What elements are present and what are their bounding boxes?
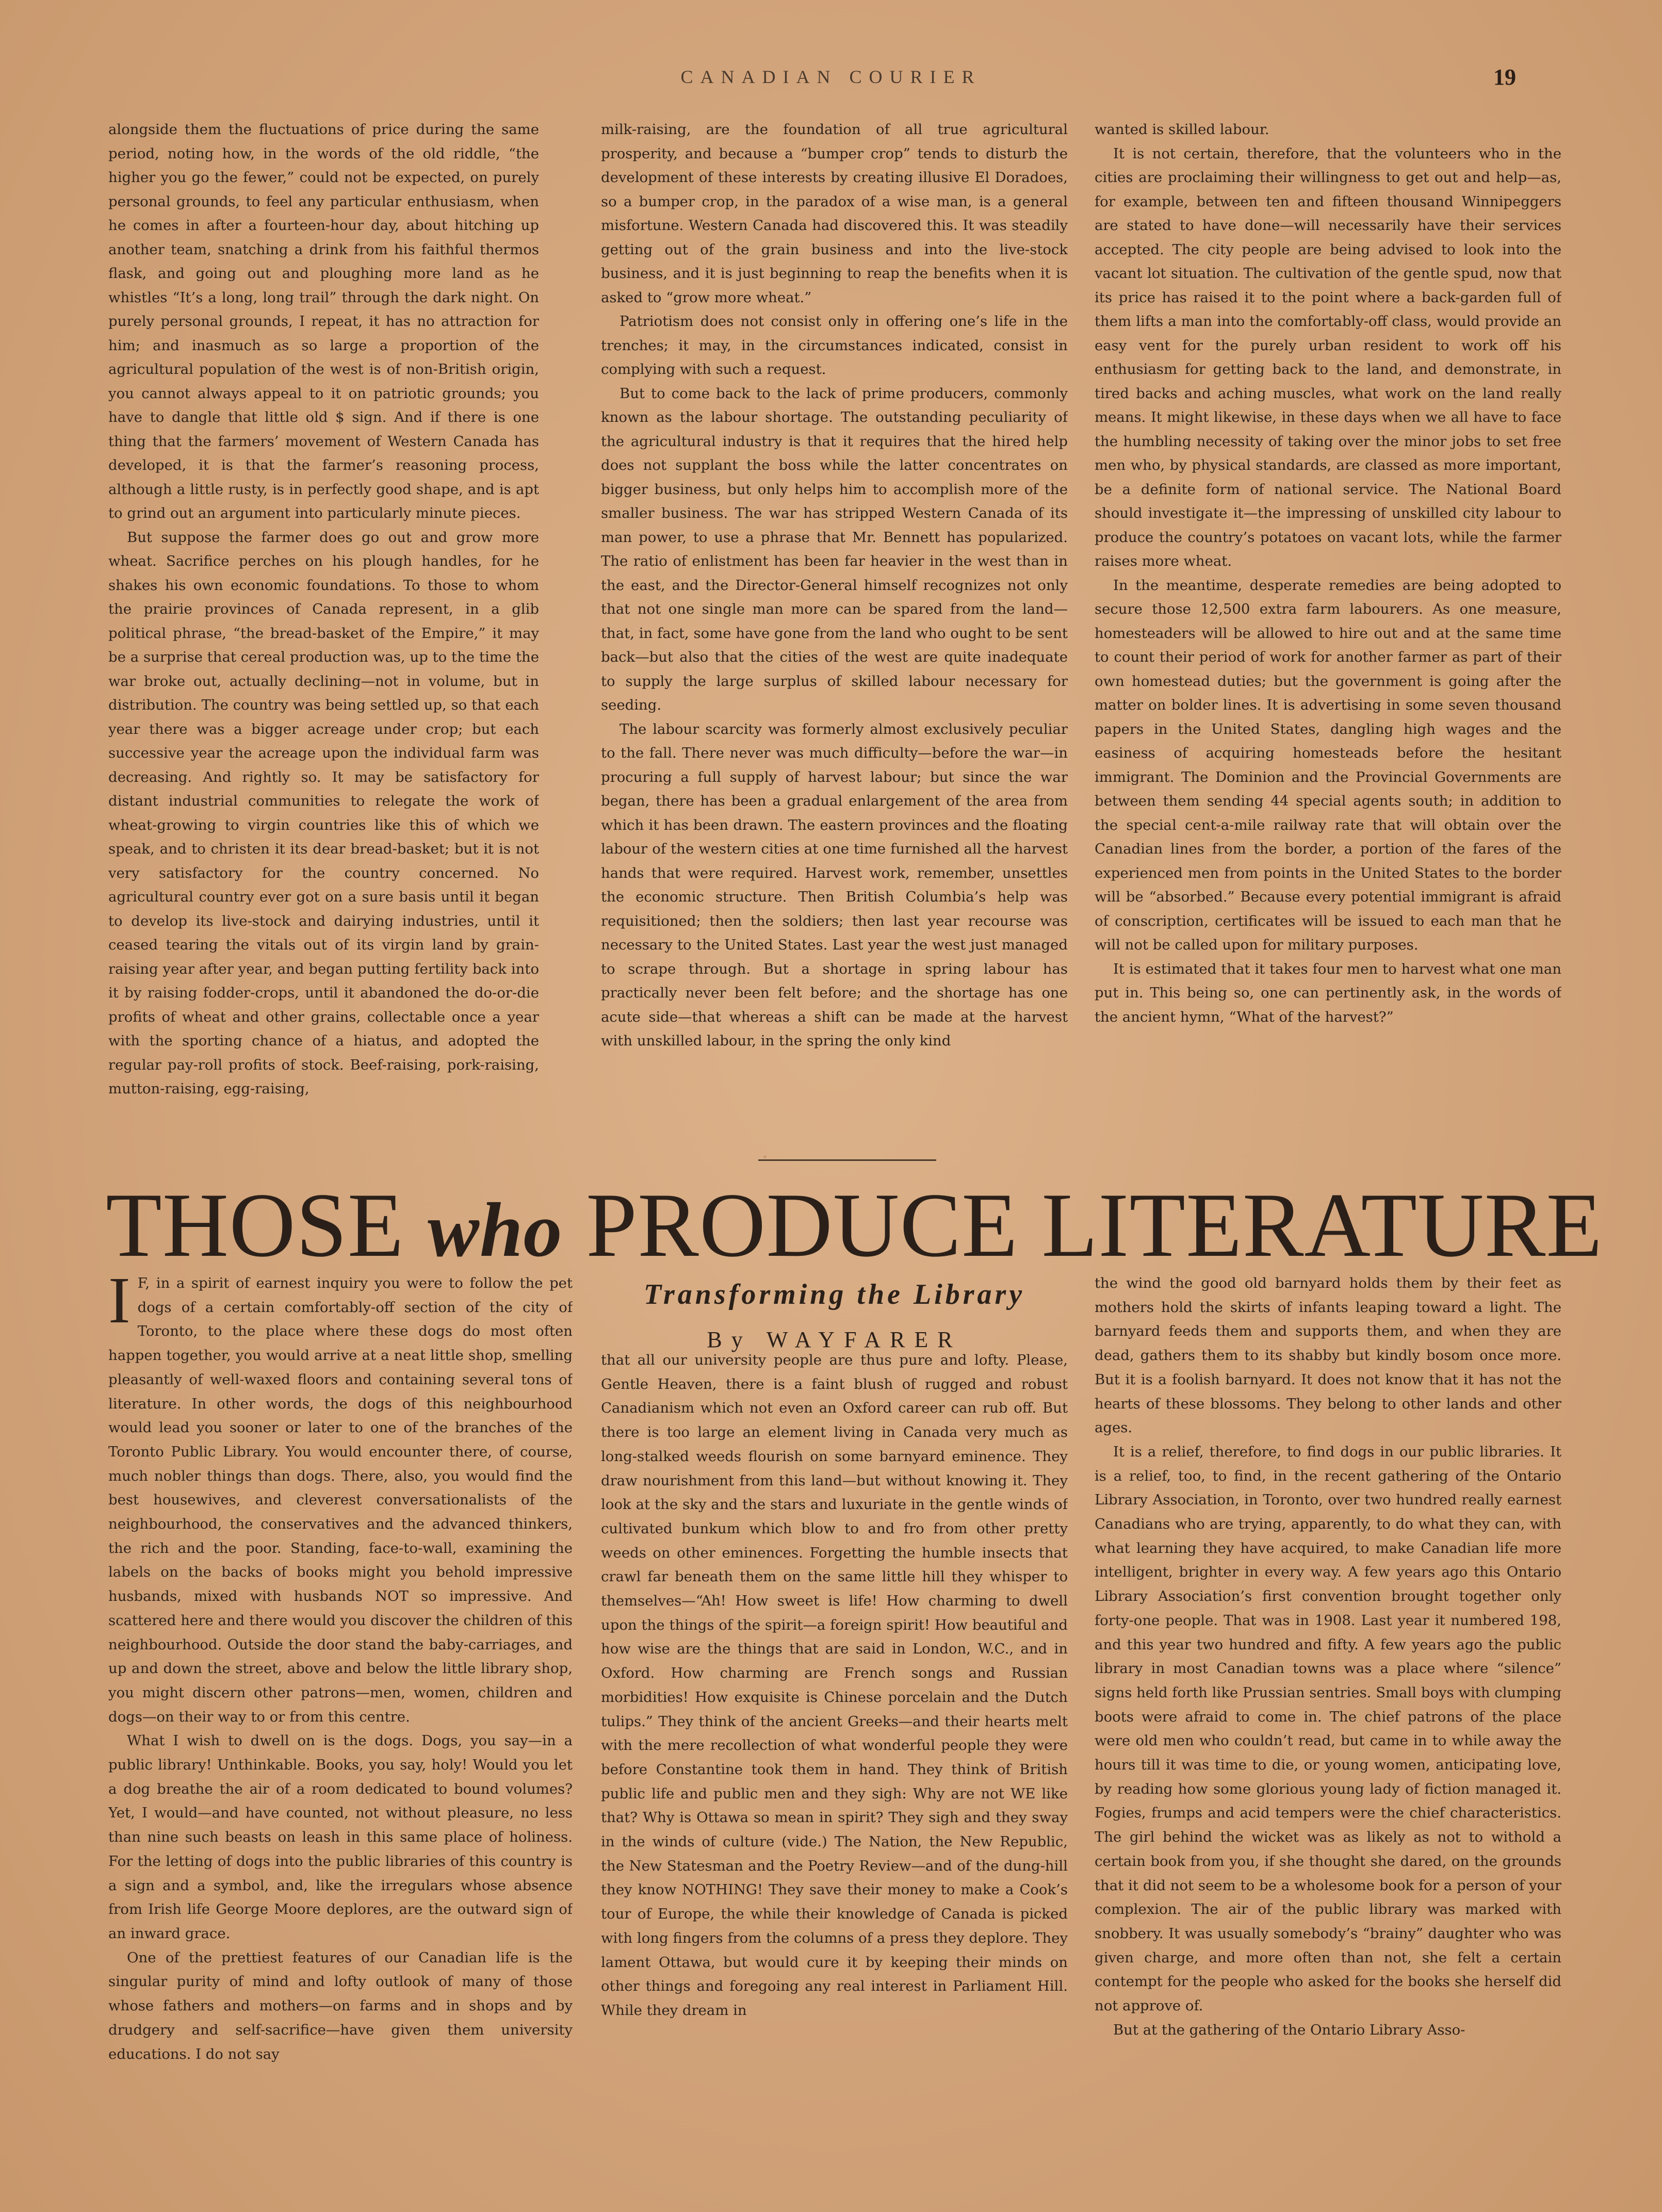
article-column-1: [108, 118, 539, 1139]
paragraph: wanted is skilled labour.: [1095, 121, 1269, 138]
paragraph: It is estimated that it takes four men to harvest what one man put in. This being so, one can pertinently ask, in the words of the ancient hymn, “What of the harvest?”: [1095, 960, 1561, 1025]
paragraph-text: F, in a spirit of earnest inquiry you were to follow the pet dogs of a certain comfortably-off section of the city of Toronto, to the place where these dogs do most often happen together, you would arrive at a neat little shop, smelling pleasantly of well-waxed floors and containing several tons of literature. In other words, the dogs of this neighbourhood would lead you sooner or later to one of the branches of the Toronto Public Library. You would encounter there, of course, much nobler things than dogs. There, also, you would find the best housewives, and cleverest conversationalists of the neighbourhood, the conservatives and the advanced thinkers, the rich and the poor. Standing, face-to-wall, examining the labels on the backs of books might you behold impressive husbands, mixed with husbands NOT so impressive. And scattered here and there would you discover the children of this neighbourhood. Outside the door stand the baby-carriages, and up and down the street, above and below the little library shop, you might discern other patrons—men, women, children and dogs—on their way to or from this centre.: [108, 1275, 573, 1725]
paragraph: The labour scarcity was formerly almost exclusively peculiar to the fall. There never was much difficulty—before the war—in procuring a full supply of harvest labour; but since the war began, there has been a gradual enlargement of the area from which it has been drawn. The eastern provinces and the floating labour of the western cities at one time furnished all the harvest hands that were required. Harvest work, remember, unsettles the economic structure. Then British Columbia’s help was requisitioned; then the soldiers; then last year recourse was necessary to the United States. Last year the west just managed to scrape through. But a shortage in spring labour has practically never been felt before; and the shortage has one acute side—that whereas a shift can be made at the harvest with unskilled labour, in the spring the only kind: [601, 720, 1068, 1049]
headline-who: who: [428, 1187, 563, 1273]
feature-byline: By WAYFARER: [707, 1327, 962, 1352]
feature-column-2: [601, 1348, 1068, 2158]
feature-subtitle: Transforming the Library: [643, 1279, 1025, 1310]
article-column-3: [1095, 118, 1561, 1139]
paragraph: But to come back to the lack of prime producers, commonly known as the labour shortage. The outstanding peculiarity of the agricultural industry is that it requires that the hired help does not supplant the boss while the latter concentrates on bigger business, but only helps him to accomplish more of the smaller business. The war has stripped Western Canada of its man power, to use a phrase that Mr. Bennett has popularized. The ratio of enlistment has been far heavier in the west than in the east, and the Director-General himself recognizes not only that not one single man more can be spared from the land—that, in fact, some have gone from the land who ought to be sent back—but also that the cities of the west are quite inadequate to supply the large surplus of skilled labour necessary for seeding.: [601, 385, 1068, 713]
article-column-2: [601, 118, 1068, 1139]
paragraph: [108, 1271, 573, 1729]
paragraph: milk-raising, are the foundation of all true agricultural prosperity, and because a “bumper crop” tends to disturb the development of these interests by creating illusive El Doradoes, so a bumper crop, in the paradox of a wise man, is a general misfortune. Western Canada had discovered this. It was steadily getting out of the grain business and into the live-stock business, and it is just beginning to reap the benefits when it is asked to “grow more wheat.”: [601, 121, 1068, 306]
paragraph: In the meantime, desperate remedies are being adopted to secure those 12,500 extra farm labourers. As one measure, homesteaders will be allowed to hire out and at the same time to count their period of work for another farmer as part of their own homestead duties; but the government is going after the matter on bolder lines. It is advertising in some seven thousand papers in the United States, dangling high wages and the easiness of acquiring homesteads before the hesitant immigrant. The Dominion and the Provincial Governments are between them sending 44 special agents south; in addition to the special cent-a-mile railway rate that will obtain over the Canadian lines from the border, a portion of the fares of the experienced men from points in the United States to the border will be “absorbed.” Because every potential immigrant is afraid of conscription, certificates will be issued to each man that he will not be called upon for military purposes.: [1095, 577, 1561, 953]
page-number: 19: [1493, 64, 1516, 90]
paragraph: What I wish to dwell on is the dogs. Dogs, you say—in a public library! Unthinkable. Books, you say, holy! Would you let a dog breathe the air of a room dedicated to bound volumes? Yet, I would—and have counted, not without pleasure, no less than nine such beasts on leash in this same place of holiness. For the letting of dogs into the public libraries of this country is a sign and a symbol, and, like the irregulars whose absence from Irish life George Moore deplores, are the outward sign of an inward grace.: [108, 1732, 573, 1942]
running-head: CANADIAN COURIER: [680, 67, 982, 87]
drop-cap: I: [108, 1271, 131, 1337]
headline-part: PRODUCE LITERATURE: [562, 1174, 1603, 1276]
feature-column-1: [108, 1271, 573, 2158]
paragraph: It is a relief, therefore, to find dogs in our public libraries. It is a relief, too, to find, in the recent gathering of the Ontario Library Association, in Toronto, over two hundred really earnest Canadians who are trying, apparently, to do what they can, with what learning they have acquired, to make Canadian life more intelligent, brighter in every way. A few years ago this Ontario Library Association’s first convention brought together only forty-one people. That was in 1908. Last year it numbered 198, and this year two hundred and fifty. A few years ago the public library in most Canadian towns was a place where “silence” signs held forth like Prussian sentries. Small boys with clumping boots were afraid to come in. The chief patrons of the place were old men who couldn’t read, but came in to while away the hours till it was time to die, or young women, anticipating love, by reading how some glorious young lady of fiction managed it. Fogies, frumps and acid tempers were the chief characteristics. The girl behind the wicket was as likely as not to withold a certain book from you, if she thought she dared, on the grounds that it did not seem to be a wholesome book for a person of your complexion. The air of the public library was marked with snobbery. It was usually somebody’s “brainy” daughter who was given charge, and more often than not, she felt a certain contempt for the people who asked for the books she herself did not approve of.: [1095, 1443, 1561, 2014]
paragraph: One of the prettiest features of our Canadian life is the singular purity of mind and lofty outlook of many of those whose fathers and mothers—on farms and in shops and by drudgery and self-sacrifice—have given them university educations. I do not say: [108, 1949, 573, 2062]
paragraph: But at the gathering of the Ontario Library Asso-: [1113, 2021, 1465, 2038]
paragraph: that all our university people are thus pure and lofty. Please, Gentle Heaven, there is a faint blush of rugged and robust Canadianism which not even an Oxford career can rub off. But there is too large an element living in Canada very much as long-stalked weeds flourish on some barnyard eminence. They draw nourishment from this land—but without knowing it. They look at the sky and the stars and luxuriate in the gentle winds of cultivated bunkum which blow to and fro from other pretty weeds on other eminences. Forgetting the humble insects that crawl far beneath them on the same little hill they whisper to themselves—“Ah! How sweet is life! How charming to dwell upon the things of the spirit—a foreign spirit! How beautiful and how wise are the things that are said in London, W.C., and in Oxford. How charming are French songs and Russian morbidities! How exquisite is Chinese porcelain and the Dutch tulips.” They think of the ancient Greeks—and their hearts melt with the mere recollection of what wonderful people they were before Constantine took them in hand. They think of British public life and public men and they sigh: Why are not WE like that? Why is Ottawa so mean in spirit? They sigh and they sway in the winds of culture (vide.) The Nation, the New Republic, the New Statesman and the Poetry Review—and of the dung-hill they know NOTHING! They save their money to make a Cook’s tour of Europe, the while their knowledge of Canada is picked with long fingers from the columns of a press they deplore. They lament Ottawa, but would cure it by keeping their minds on other things and foregoing any real interest in Parliament Hill. While they dream in: [601, 1352, 1068, 2019]
paragraph: It is not certain, therefore, that the volunteers who in the cities are proclaiming their willingness to get out and help—as, for example, between ten and fifteen thousand Winnipeggers are stated to have done—will necessarily have their services accepted. The city people are being advised to look into the vacant lot situation. The cultivation of the gentle spud, now that its price has raised it to the point where a back-garden full of them lifts a man into the comfortably-off class, would provide an easy vent for the purely urban resident to work off his enthusiasm for getting back to the land, and demonstrate, in tired backs and aching muscles, what work on the land really means. It might likewise, in these days when we all have to face the humbling necessity of taking over the minor jobs to set free men who, by physical standards, are classed as more important, be a definite form of national service. The National Board should investigate it—the impressing of unskilled city labour to produce the country’s potatoes on vacant lots, while the farmer raises more wheat.: [1095, 145, 1561, 569]
paragraph: But suppose the farmer does go out and grow more wheat. Sacrifice perches on his plough handles, for he shakes his own economic foundations. To those to whom the prairie provinces of Canada represent, in a glib political phrase, “the bread-basket of the Empire,” it may be a surprise that cereal production was, up to the time the war broke out, actually declining—not in volume, but in distribution. The country was being settled up, so that each year there was a bigger acreage under crop; but each successive year the acreage upon the individual farm was decreasing. And rightly so. It may be satisfactory for distant industrial communities to relegate the work of wheat-growing to virgin countries like this of which we speak, and to christen it its dear bread-basket; but it is not very satisfactory for the country concerned. No agricultural country ever got on a sure basis until it began to develop its live-stock and dairying industries, until it ceased tearing the vitals out of its virgin land by grain-raising year after year, and began putting fertility back into it by raising fodder-crops, until it abandoned the do-or-die profits of wheat and other grains, collectable once a year with the sporting chance of a hiatus, and adopted the regular pay-roll profits of stock. Beef-raising, pork-raising, mutton-raising, egg-raising,: [108, 529, 539, 1097]
paragraph: Patriotism does not consist only in offering one’s life in the trenches; it may, in the circumstances indicated, consist in complying with such a request.: [601, 313, 1068, 378]
section-divider: [758, 1159, 936, 1161]
feature-column-3: [1095, 1271, 1561, 2158]
headline-part: THOSE: [106, 1174, 428, 1276]
paragraph: alongside them the fluctuations of price during the same period, noting how, in the words of the old riddle, “the higher you go the fewer,” could not be expected, on purely personal grounds, to feel any particular enthusiasm, when he comes in after a fourteen-hour day, about hitching up another team, snatching a drink from his faithful thermos flask, and going out and ploughing more land as he whistles “It’s a long, long trail” through the dark night. On purely personal grounds, I repeat, it has no attraction for him; and inasmuch as so large a proportion of the agricultural population of the west is of non-British origin, you cannot always appeal to it on patriotic grounds; you have to dangle that little old $ sign. And if there is one thing that the farmers’ movement of Western Canada has developed, it is that the farmer’s reasoning process, although a little rusty, is in perfectly good shape, and is apt to grind out an argument into particularly minute pieces.: [108, 121, 539, 521]
ink-speck: [763, 1155, 767, 1158]
paragraph: the wind the good old barnyard holds them by their feet as mothers hold the skirts of infants leaping toward a light. The barnyard feeds them and supports them, and when they are dead, gathers them to its shabby but kindly bosom once more. But it is a foolish barnyard. It does not know that it has not the hearts of these blossoms. They belong to other lands and other ages.: [1095, 1275, 1561, 1436]
